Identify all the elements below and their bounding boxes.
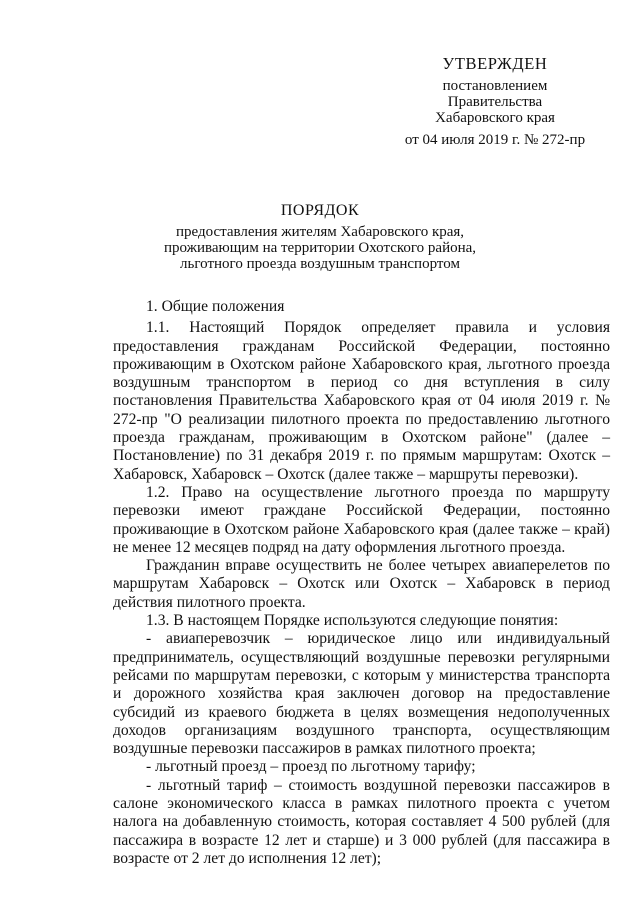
- paragraph: 1.3. В настоящем Порядке используются следующие понятия:: [146, 612, 559, 630]
- paragraph: - льготный проезд – проезд по льготному тарифу;: [146, 758, 476, 776]
- document-subtitle: [0, 224, 640, 272]
- approval-line: Хабаровского края: [435, 110, 555, 126]
- document-body: [113, 298, 610, 868]
- document-title: ПОРЯДОК: [280, 202, 360, 219]
- subtitle-line: льготного проезда воздушным транспортом: [180, 256, 460, 272]
- approval-block: [395, 56, 595, 148]
- approval-date: от 04 июля 2019 г. № 272-пр: [404, 132, 586, 148]
- paragraph: 1.2. Право на осуществление льготного проезда по маршруту перевозки имеют граждане Российской Федерации, постоянно проживающие в Охотском районе Хабаровского края (далее также – край) не менее 12 месяцев подряд на дату оформления льготного проезда.: [113, 483, 610, 556]
- approval-line: Правительства: [447, 94, 543, 110]
- approval-line: постановлением: [442, 78, 548, 94]
- section-heading: 1. Общие положения: [146, 298, 285, 315]
- approval-title: УТВЕРЖДЕН: [442, 54, 548, 73]
- paragraph: - авиаперевозчик – юридическое лицо или индивидуальный предприниматель, осуществляющий воздушные перевозки регулярными рейсами по маршрутам перевозки, с которым у министерства транспорта и дорожного хозяйства края заключен договор на предоставление субсидий из краевого бюджета в целях возмещения недополученных доходов организациям воздушного транспорта, осуществляющим воздушные перевозки пассажиров в рамках пилотного проекта;: [113, 630, 610, 758]
- subtitle-line: проживающим на территории Охотского района,: [163, 240, 477, 256]
- paragraph: 1.1. Настоящий Порядок определяет правила и условия предоставления гражданам Российской Федерации, постоянно проживающим в Охотском районе Хабаровского края, льготного проезда воздушным транспортом в период со дня вступления в силу постановления Правительства Хабаровского края от 04 июля 2019 г. № 272-пр "О реализации пилотного проекта по предоставлению льготного проезда гражданам, проживающим в Охотском районе" (далее – Постановление) по 31 декабря 2019 г. по прямым маршрутам: Охотск – Хабаровск, Хабаровск – Охотск (далее также – маршруты перевозки).: [113, 319, 610, 483]
- paragraph: Гражданин вправе осуществить не более четырех авиаперелетов по маршрутам Хабаровск – Охотск или Охотск – Хабаровск в период действия пилотного проекта.: [113, 557, 610, 611]
- subtitle-line: предоставления жителям Хабаровского края,: [175, 224, 465, 240]
- paragraph: - льготный тариф – стоимость воздушной перевозки пассажиров в салоне экономического класса в рамках пилотного проекта с учетом налога на добавленную стоимость, которая составляет 4 500 рублей (для пассажира в возрасте 12 лет и старше) и 3 000 рублей (для пассажира в возрасте от 2 лет до исполнения 12 лет);: [113, 776, 610, 867]
